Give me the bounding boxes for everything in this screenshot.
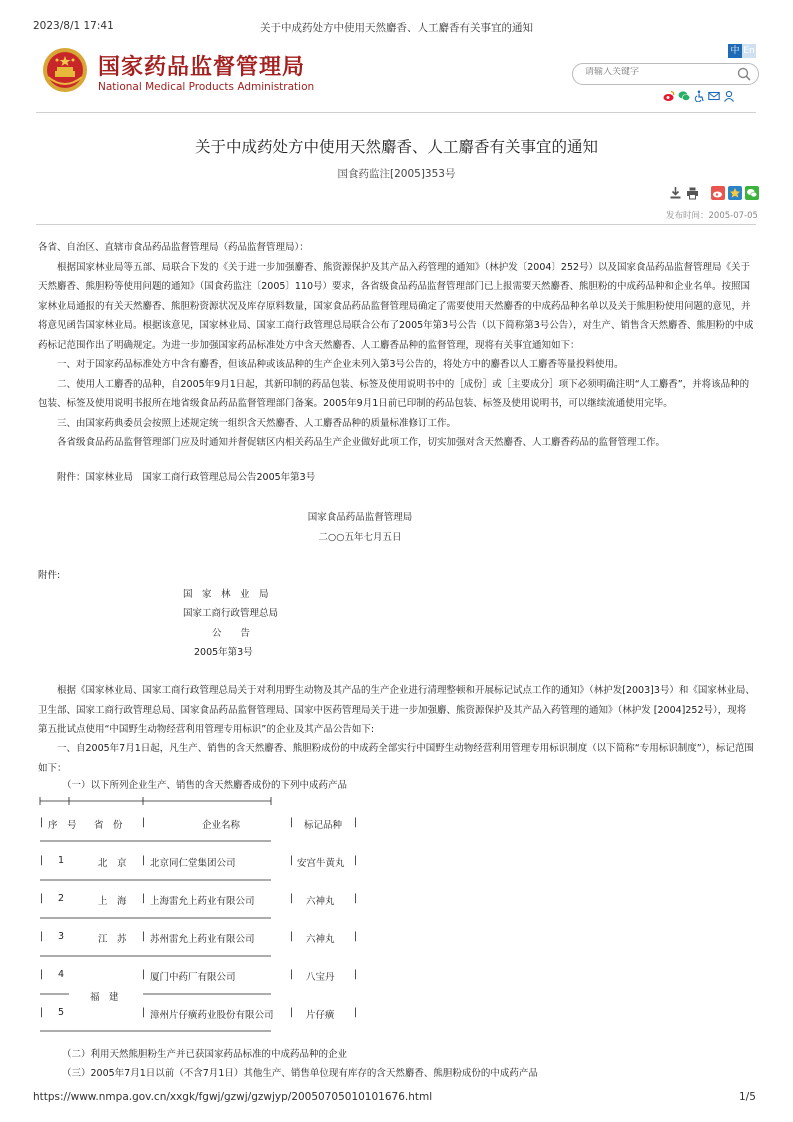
row-province: 上 海 xyxy=(98,896,127,907)
site-name-en: National Medical Products Administration xyxy=(98,81,315,93)
cell-border-1: | xyxy=(40,817,44,828)
cell-border-4: | xyxy=(354,817,358,828)
row-no: 2 xyxy=(58,893,65,904)
cell-border: | xyxy=(354,893,358,904)
attachment-reference: 附件：国家林业局 国家工商行政管理总局公告2005年第3号 xyxy=(57,472,316,483)
article-body xyxy=(38,238,755,453)
attachment-label: 附件: xyxy=(38,570,61,581)
row-province: 北 京 xyxy=(98,858,127,869)
row-product: 六神丸 xyxy=(306,896,335,907)
cell-border: | xyxy=(354,1007,358,1018)
print-icon[interactable] xyxy=(686,185,699,199)
closing-paragraph: 各省级食品药品监督管理部门应及时通知并督促辖区内相关药品生产企业做好此项工作，切实加强对含天然麝香、人工麝香药品的监督管理工作。 xyxy=(57,437,666,448)
document-number: 国食药监注[2005]353号 xyxy=(337,168,456,180)
article-toolbar xyxy=(669,185,758,199)
annex-org-2: 国家工商行政管理总局 xyxy=(183,608,279,619)
annex-item-1: 一、自2005年7月1日起，凡生产、销售的含天然麝香、熊胆粉成份的中成药全部实行中国野生动物经营利用管理专用标识制度（以下简称“专用标识制度”），标记范围如下： xyxy=(38,743,754,774)
cell-border: | xyxy=(354,931,358,942)
row-no: 4 xyxy=(58,969,65,980)
cell-border: | xyxy=(290,855,294,866)
row-company: 厦门中药厂有限公司 xyxy=(150,972,236,983)
weibo-icon[interactable] xyxy=(663,87,675,99)
item-3: 三、由国家药典委员会按照上述规定统一组织含天然麝香、人工麝香品种的质量标准修订工作。 xyxy=(57,417,457,429)
cell-border: | xyxy=(290,1007,294,1018)
download-icon[interactable] xyxy=(669,185,682,199)
row-product: 六神丸 xyxy=(306,934,335,945)
table-header-province: 省 份 xyxy=(94,820,123,831)
article-title: 关于中成药处方中使用天然麝香、人工麝香有关事宜的通知 xyxy=(194,138,598,156)
annex-paragraph-1: 根据《国家林业局、国家工商行政管理总局关于对利用野生动物及其产品的生产企业进行清理整顿和开展标记试点工作的通知》（林护发[2003]3号）和《国家林业局、卫生部、国家工商行政管理总局、国家食品药品监督管理局、国家中医药管理局关于进一步加强麝、熊资源保护及其产品入药管理的通知》（林护发 [2004]252号），现将第五批试点使用“中国野生动物经营利用管理专用标识”的企业及其产品公告如下: xyxy=(38,685,755,735)
cell-border: | xyxy=(40,893,44,904)
salutation: 各省、自治区、直辖市食品药品监督管理局（药品监督管理局）： xyxy=(38,242,309,253)
table-header-company: 企业名称 xyxy=(202,820,241,831)
header-share-bar xyxy=(663,87,735,101)
cell-border-2: | xyxy=(142,817,146,828)
cell-border: | xyxy=(40,969,44,980)
cell-border: | xyxy=(142,1007,146,1018)
accessibility-icon[interactable] xyxy=(693,87,705,99)
signature-org: 国家食品药品监督管理局 xyxy=(307,512,413,523)
row-company: 漳州片仔癀药业股份有限公司 xyxy=(150,1010,274,1021)
cell-border: | xyxy=(290,893,294,904)
cell-border: | xyxy=(142,893,146,904)
cell-border: | xyxy=(290,969,294,980)
table-frame xyxy=(36,795,366,1040)
publish-date-value: 2005-07-05 xyxy=(708,211,758,221)
search-box xyxy=(572,63,759,85)
annex-type: 公 告 xyxy=(212,628,251,639)
signature-date: 二○○五年七月五日 xyxy=(318,532,402,543)
row-province: 江 苏 xyxy=(98,934,127,945)
print-header-title: 关于中成药处方中使用天然麝香、人工麝香有关事宜的通知 xyxy=(260,22,533,34)
search-icon[interactable] xyxy=(736,66,752,82)
row-product: 八宝丹 xyxy=(306,972,335,983)
row-product: 安宫牛黄丸 xyxy=(297,858,345,869)
cell-border-3: | xyxy=(290,817,294,828)
cell-border: | xyxy=(142,855,146,866)
publish-date xyxy=(666,209,758,221)
merged-province-cell: 福 建 xyxy=(90,992,119,1003)
lang-zh-button[interactable]: 中 xyxy=(728,44,742,58)
row-no: 1 xyxy=(58,855,65,866)
cell-border: | xyxy=(40,1007,44,1018)
annex-sub-1: （一）以下所列企业生产、销售的含天然麝香成份的下列中成药产品 xyxy=(62,780,348,791)
print-footer-url: https://www.nmpa.gov.cn/xxgk/fgwj/gzwj/gzwjyp/20050705010101676.html xyxy=(33,1091,433,1103)
print-footer-page: 1/5 xyxy=(739,1091,756,1103)
row-no: 3 xyxy=(58,931,65,942)
publish-date-label: 发布时间： xyxy=(666,211,709,221)
print-datetime: 2023/8/1 17:41 xyxy=(33,20,114,32)
share-qzone-icon[interactable] xyxy=(728,185,741,199)
annex-sub-2: （二）利用天然熊胆粉生产并已获国家药品标准的中成药品种的企业 xyxy=(62,1049,348,1060)
cell-border: | xyxy=(142,931,146,942)
wechat-icon[interactable] xyxy=(678,87,690,99)
user-icon[interactable] xyxy=(723,87,735,99)
toolbar-spacer xyxy=(703,185,707,199)
site-name-cn[interactable]: 国家药品监督管理局 xyxy=(98,55,306,80)
table-header-product: 标记品种 xyxy=(304,820,343,831)
share-wechat-icon[interactable] xyxy=(745,185,758,199)
header-divider xyxy=(36,112,756,113)
cell-border: | xyxy=(354,855,358,866)
row-company: 上海雷允上药业有限公司 xyxy=(150,896,255,907)
row-company: 苏州雷允上药业有限公司 xyxy=(150,934,255,945)
share-weibo-icon[interactable] xyxy=(711,185,724,199)
table-header-no: 序 号 xyxy=(48,820,77,831)
search-input[interactable] xyxy=(585,67,735,77)
row-product: 片仔癀 xyxy=(306,1010,335,1021)
cell-border: | xyxy=(142,969,146,980)
item-2: 二、使用人工麝香的品种，自2005年9月1日起，其新印制的药品包装、标签及使用说明书中的［成份］或［主要成分］项下必须明确注明“人工麝香”，并将该品种的包装、标签及使用说明书报所在地省级食品药品监督管理部门备案。2005年9月1日前已印制的药品包装、标签及使用说明书，可以继续流通使用完毕。 xyxy=(38,378,750,409)
item-1: 一、对于国家药品标准处方中含有麝香，但该品种或该品种的生产企业未列入第3号公告的，将处方中的麝香以人工麝香等量投料使用。 xyxy=(57,359,624,370)
annex-sub-3: （三）2005年7月1日以前（不含7月1日）其他生产、销售单位现有库存的含天然麝香、熊胆粉成份的中成药产品 xyxy=(62,1068,538,1079)
article-divider xyxy=(36,224,756,225)
lang-en-button[interactable]: En xyxy=(743,46,755,56)
cell-border: | xyxy=(290,931,294,942)
cell-border: | xyxy=(40,855,44,866)
cell-border: | xyxy=(354,969,358,980)
row-company: 北京同仁堂集团公司 xyxy=(150,858,236,869)
row-no: 5 xyxy=(58,1007,65,1018)
email-icon[interactable] xyxy=(708,87,720,99)
cell-border: | xyxy=(40,931,44,942)
annex-number: 2005年第3号 xyxy=(194,647,253,658)
emblem-icon[interactable] xyxy=(42,47,88,93)
paragraph-1: 根据国家林业局等五部、局联合下发的《关于进一步加强麝香、熊资源保护及其产品入药管理的通知》（林护发〔2004〕252号）以及国家食品药品监督管理局《关于天然麝香、熊胆粉等使用问题的通知》（国食药监注〔2005〕110号）要求，各省级食品药品监督管理部门已上报需要天然麝香、熊胆粉的中成药品种和企业名单。按照国家林业局通报的有关天然麝香、熊胆粉资源状况及库存原料数量，国家食品药品监督管理局确定了需要使用天然麝香的中成药品种名单以及关于熊胆粉使用问题的意见，并将意见函告国家林业局。根据该意见，国家林业局、国家工商行政管理总局联合公布了2005年第3号公告（以下简称第3号公告），对生产、销售含天然麝香、熊胆粉的中成药标记范围作出了明确规定。为进一步加强国家药品标准处方中含天然麝香、人工麝香品种的监督管理，现将有关事宜通知如下： xyxy=(38,261,754,351)
annex-org-1: 国 家 林 业 局 xyxy=(183,589,269,600)
